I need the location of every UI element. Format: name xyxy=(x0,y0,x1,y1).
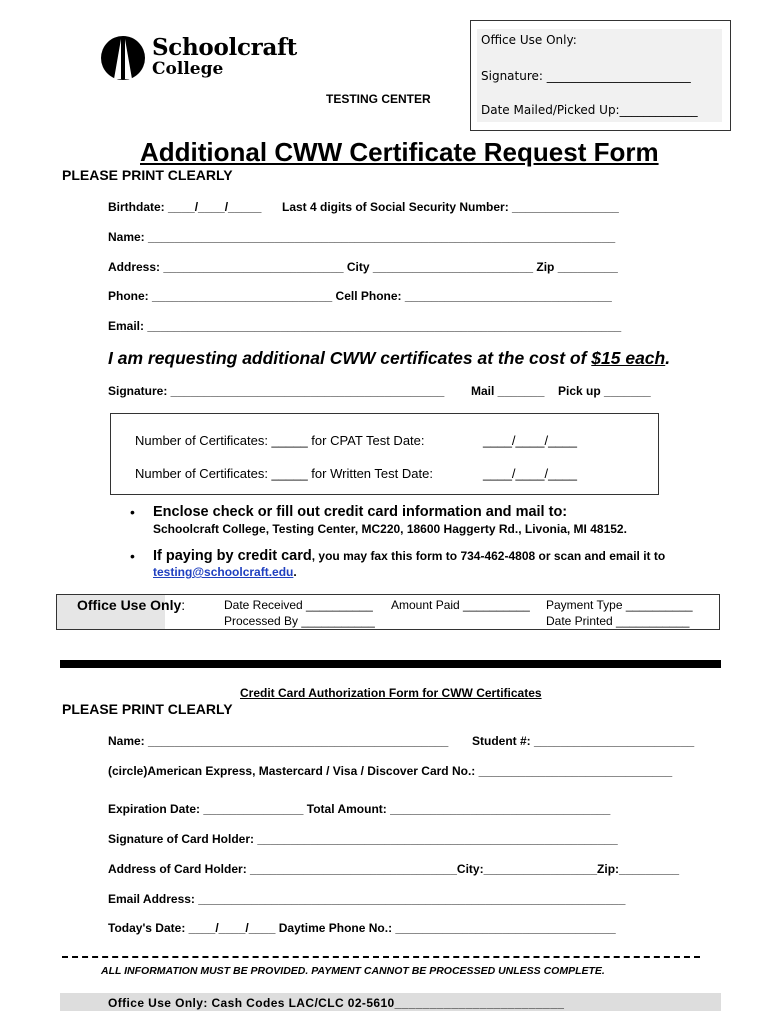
form-title: Additional CWW Certificate Request Form xyxy=(140,137,659,167)
logo-name-line2: College xyxy=(152,59,224,79)
office-use-middle-colon: : xyxy=(181,597,186,613)
ssn-field[interactable]: Last 4 digits of Social Security Number: ________________ xyxy=(282,200,619,214)
dashed-separator xyxy=(62,956,700,958)
birthdate-field[interactable]: Birthdate: ____/____/_____ xyxy=(108,200,262,214)
cc-print-clearly-heading: PLEASE PRINT CLEARLY xyxy=(62,701,233,717)
cc-date-phone-field[interactable]: Today's Date: ____/____/____ Daytime Phone No.: _________________________________ xyxy=(108,921,616,935)
request-suffix: . xyxy=(665,348,671,368)
office-use-box-top xyxy=(470,20,731,131)
office-use-cash-codes: Office Use Only: Cash Codes LAC/CLC 02-5610________________________ xyxy=(108,996,565,1010)
date-received-field[interactable]: Date Received __________ xyxy=(224,598,373,612)
credit-card-instruction xyxy=(153,547,665,565)
written-certificates-field[interactable]: Number of Certificates: _____ for Written Test Date: xyxy=(135,466,433,481)
complete-information-notice: ALL INFORMATION MUST BE PROVIDED. PAYMENT CANNOT BE PROCESSED UNLESS COMPLETE. xyxy=(101,965,605,977)
email-field[interactable]: Email: _______________________________________________________________________ xyxy=(108,319,622,333)
mailing-address: Schoolcraft College, Testing Center, MC220, 18600 Haggerty Rd., Livonia, MI 48152. xyxy=(153,522,627,536)
request-amount: $15 each xyxy=(591,348,666,368)
processed-by-field[interactable]: Processed By ___________ xyxy=(224,614,375,628)
college-logo xyxy=(100,34,300,84)
name-field[interactable]: Name: ______________________________________________________________________ xyxy=(108,230,616,244)
enclose-instruction: Enclose check or fill out credit card information and mail to: xyxy=(153,504,568,520)
logo-name-line1: Schoolcraft xyxy=(152,34,297,61)
office-use-middle-label xyxy=(77,597,185,613)
office-use-middle-text: Office Use Only xyxy=(77,597,182,613)
mail-option-field[interactable]: Mail _______ xyxy=(471,384,545,398)
signature-field[interactable]: Signature: _________________________________________ xyxy=(108,384,445,398)
cc-student-number-field[interactable]: Student #: ________________________ xyxy=(472,734,695,748)
credit-card-lead: If paying by credit card xyxy=(153,548,312,564)
cc-form-heading: Credit Card Authorization Form for CWW Certificates xyxy=(240,686,542,700)
testing-email-link[interactable]: testing@schoolcraft.edu xyxy=(153,565,294,579)
section-divider xyxy=(60,660,721,668)
email-period: . xyxy=(293,565,297,579)
cpat-test-date-field[interactable]: ____/____/____ xyxy=(483,433,577,448)
credit-card-rest: , you may fax this form to 734-462-4808 or scan and email it to xyxy=(311,549,666,563)
cc-email-field[interactable]: Email Address: ________________________________________________________________ xyxy=(108,892,626,906)
amount-paid-field[interactable]: Amount Paid __________ xyxy=(391,598,530,612)
office-date-mailed-line: Date Mailed/Picked Up:_____________ xyxy=(481,103,698,117)
cc-card-number-field[interactable]: (circle)American Express, Mastercard / Visa / Discover Card No.: _____________________________ xyxy=(108,764,673,778)
certificates-box xyxy=(110,413,659,495)
office-use-heading: Office Use Only: xyxy=(481,33,577,47)
payment-type-field[interactable]: Payment Type __________ xyxy=(546,598,693,612)
address-field[interactable]: Address: ___________________________ City ________________________ Zip _________ xyxy=(108,260,618,274)
pickup-option-field[interactable]: Pick up _______ xyxy=(558,384,651,398)
request-prefix: I am requesting additional CWW certificates at the cost of xyxy=(108,348,592,368)
office-use-box-middle xyxy=(56,594,720,630)
cpat-certificates-field[interactable]: Number of Certificates: _____ for CPAT Test Date: xyxy=(135,433,425,448)
cc-address-field[interactable]: Address of Card Holder: _______________________________City:_________________Zip:_________ xyxy=(108,862,680,876)
written-test-date-field[interactable]: ____/____/____ xyxy=(483,466,577,481)
cc-name-field[interactable]: Name: _____________________________________________ xyxy=(108,734,449,748)
schoolcraft-logo-icon xyxy=(100,35,146,81)
phone-field[interactable]: Phone: ___________________________ Cell Phone: _______________________________ xyxy=(108,289,612,303)
request-statement xyxy=(108,348,670,369)
testing-center-label: TESTING CENTER xyxy=(326,92,431,106)
bullet-icon: • xyxy=(130,548,135,564)
office-signature-line: Signature: ________________________ xyxy=(481,69,691,83)
email-line xyxy=(153,565,297,579)
cc-expiration-amount-field[interactable]: Expiration Date: _______________ Total Amount: _________________________________ xyxy=(108,802,611,816)
date-printed-field[interactable]: Date Printed ___________ xyxy=(546,614,690,628)
cc-signature-field[interactable]: Signature of Card Holder: ______________________________________________________ xyxy=(108,832,618,846)
bullet-icon: • xyxy=(130,504,135,520)
print-clearly-heading: PLEASE PRINT CLEARLY xyxy=(62,167,233,183)
